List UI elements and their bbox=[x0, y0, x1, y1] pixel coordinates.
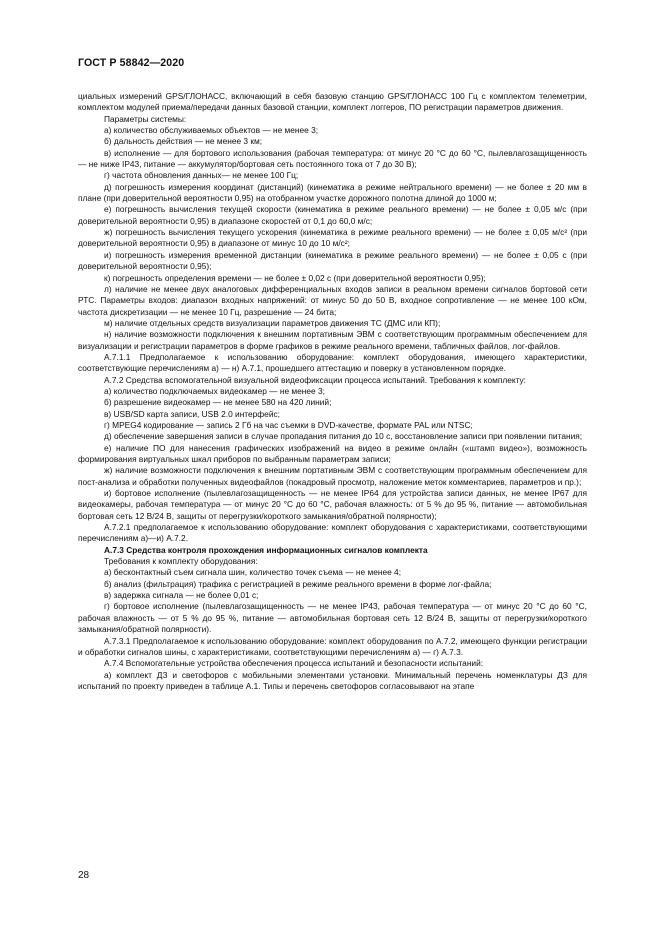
paragraph: и) погрешность измерения временной дистанции (кинематика в режиме реального времени) — не более ± 0,05 с (при доверительной вероятности 0,95); bbox=[78, 249, 587, 272]
paragraph: д) обеспечение завершения записи в случае пропадания питания до 10 с, восстановление записи при появлении питания; bbox=[104, 431, 583, 442]
paragraph: а) количество подключаемых видеокамер — не менее 3; bbox=[104, 385, 325, 396]
paragraph: А.7.2 Средства вспомогательной визуальной видеофиксации процесса испытаний. Требования к комплекту: bbox=[104, 374, 527, 385]
paragraph: А.7.3.1 Предполагаемое к использованию оборудование: комплект оборудования по А.7.2, имеющего функции регистрации и обработки сигналов шины, с характеристиками, соответствующими перечислениям а) — г) А.7.3. bbox=[78, 635, 587, 657]
paragraph: а) бесконтактный съем сигнала шин, количество точек съема — не менее 4; bbox=[104, 567, 402, 578]
paragraph: б) разрешение видеокамер — не менее 580 на 420 линий; bbox=[104, 397, 332, 408]
paragraph: А.7.2.1 предполагаемое к использованию оборудование: комплект оборудования с характеристиками, соответствующими перечислениям а)—и) А.7.2. bbox=[78, 522, 587, 544]
paragraph: а) количество обслуживаемых объектов — не менее 3; bbox=[104, 125, 319, 136]
paragraph: а) комплект ДЗ и светофоров с мобильными элементами установки. Минимальный перечень номенклатуры ДЗ для испытаний по проекту приведен в таблице А.1. Типы и перечень светофоров согласовывают на этапе bbox=[78, 669, 587, 691]
paragraph: в) USB/SD карта записи, USB 2.0 интерфейс; bbox=[104, 408, 280, 419]
paragraph: циальных измерений GPS/ГЛОНАСС, включающий в себя базовую станцию GPS/ГЛОНАСС 100 Гц с комплектом телеметрии, комплектом модулей приема/передачи данных базовой станции, комплект логгеров, ПО регистрации параметров движения. bbox=[78, 91, 587, 113]
paragraph: е) погрешность вычисления текущей скорости (кинематика в режиме реального времени) — не более ± 0,05 м/с (при доверительной вероятности 0,95) в диапазоне скоростей от 0,1 до 60,0 м/с; bbox=[78, 204, 587, 226]
paragraph: г) MPEG4 кодирование — запись 2 Гб на час съемки в DVD-качестве, формате PAL или NTSC; bbox=[104, 419, 473, 430]
document-header: ГОСТ Р 58842—2020 bbox=[78, 57, 185, 69]
document-body bbox=[78, 91, 587, 692]
paragraph: м) наличие отдельных средств визуализации параметров движения ТС (ДМС или КП); bbox=[104, 317, 441, 328]
paragraph: б) дальность действия — не менее 3 км; bbox=[104, 136, 263, 147]
paragraph: А.7.4 Вспомогательные устройства обеспечения процесса испытаний и безопасности испытаний: bbox=[104, 658, 484, 669]
page-number: 28 bbox=[78, 870, 90, 881]
paragraph: д) погрешность измерения координат (дистанций) (кинематика в режиме нейтрального времени) — не более ± 20 мм в плане (при доверительной вероятности 0,95) на отобранном участке дорожного полотна длиной до 1000 м; bbox=[78, 181, 587, 204]
paragraph: б) анализ (фильтрация) трафика с регистрацией в режиме реального времени в форме лог-файла; bbox=[104, 578, 492, 589]
paragraph: А.7.3 Средства контроля прохождения информационных сигналов комплекта bbox=[104, 544, 428, 555]
paragraph: в) исполнение — для бортового использования (рабочая температура: от минус 20 °С до 60 °С, пылевлагозащищенность — не ниже IP43, питание — аккумулятор/бортовая сеть постоянного тока от 7 до 30 В); bbox=[78, 147, 587, 170]
paragraph: Требования к комплекту оборудования: bbox=[104, 556, 258, 567]
paragraph: в) задержка сигнала — не более 0,01 с; bbox=[104, 590, 259, 601]
paragraph: н) наличие возможности подключения к внешним портативным ЭВМ с соответствующим программным обеспечением для визуализации и регистрации параметров в форме графиков в режиме реального времени, табличных файлов, лог-файлов. bbox=[78, 329, 587, 351]
paragraph: к) погрешность определения времени — не более ± 0,02 с (при доверительной вероятности 0,95); bbox=[104, 272, 486, 283]
paragraph: и) бортовое исполнение (пылевлагозащищенность — не менее IP64 для устройства записи данных, не менее IP67 для видеокамеры, рабочая температура — от минус 20 °С до 60 °С, рабочая влажность: от 5 % до 95 %, питание — автомобильная бортовая сеть 12 В/24 В, защиты от перегрузки/короткого замыкания/обратной полярности); bbox=[78, 488, 587, 521]
paragraph: ж) погрешность вычисления текущего ускорения (кинематика в режиме реального времени) — не более ± 0,05 м/с² (при доверительной вероятности 0,95) в диапазоне от минус 10 до 10 м/с²; bbox=[78, 227, 587, 249]
paragraph: г) бортовое исполнение (пылевлагозащищенность — не менее IP43, рабочая температура — от минус 20 °С до 60 °С, рабочая влажность — от 5 % до 95 %, питание — автомобильная бортовая сеть 12 В/24 В, защиты от перегрузки/короткого замыкания/обратной полярности). bbox=[78, 601, 587, 635]
paragraph: ж) наличие возможности подключения к внешним портативным ЭВМ с соответствующим программным обеспечением для пост-анализа и обработки полученных видеофайлов (покадровый просмотр, наложение меток комментариев, параметров и пр.); bbox=[78, 465, 587, 487]
paragraph: е) наличие ПО для нанесения графических изображений на видео в режиме онлайн («штамп видео»), возможность формирования виртуальных шкал приборов по выбранным параметрам записи; bbox=[78, 442, 587, 464]
paragraph: г) частота обновления данных— не менее 100 Гц; bbox=[104, 170, 299, 181]
paragraph: л) наличие не менее двух аналоговых дифференциальных входов записи в реальном времени сигналов бортовой сети РТС. Параметры входов: диапазон входных напряжений: от минус 50 до 50 В, входное сопротивление — не менее 100 кОм, частота дискретизации — не менее 10 Гц, разрешение — 24 бита; bbox=[78, 283, 587, 317]
paragraph: Параметры системы: bbox=[104, 113, 187, 124]
paragraph: А.7.1.1 Предполагаемое к использованию оборудование: комплект оборудования, имеющего характеристики, соответствующие перечислениям а) — н) А.7.1, прошедшего аттестацию и поверку в установленном порядке. bbox=[78, 351, 587, 374]
